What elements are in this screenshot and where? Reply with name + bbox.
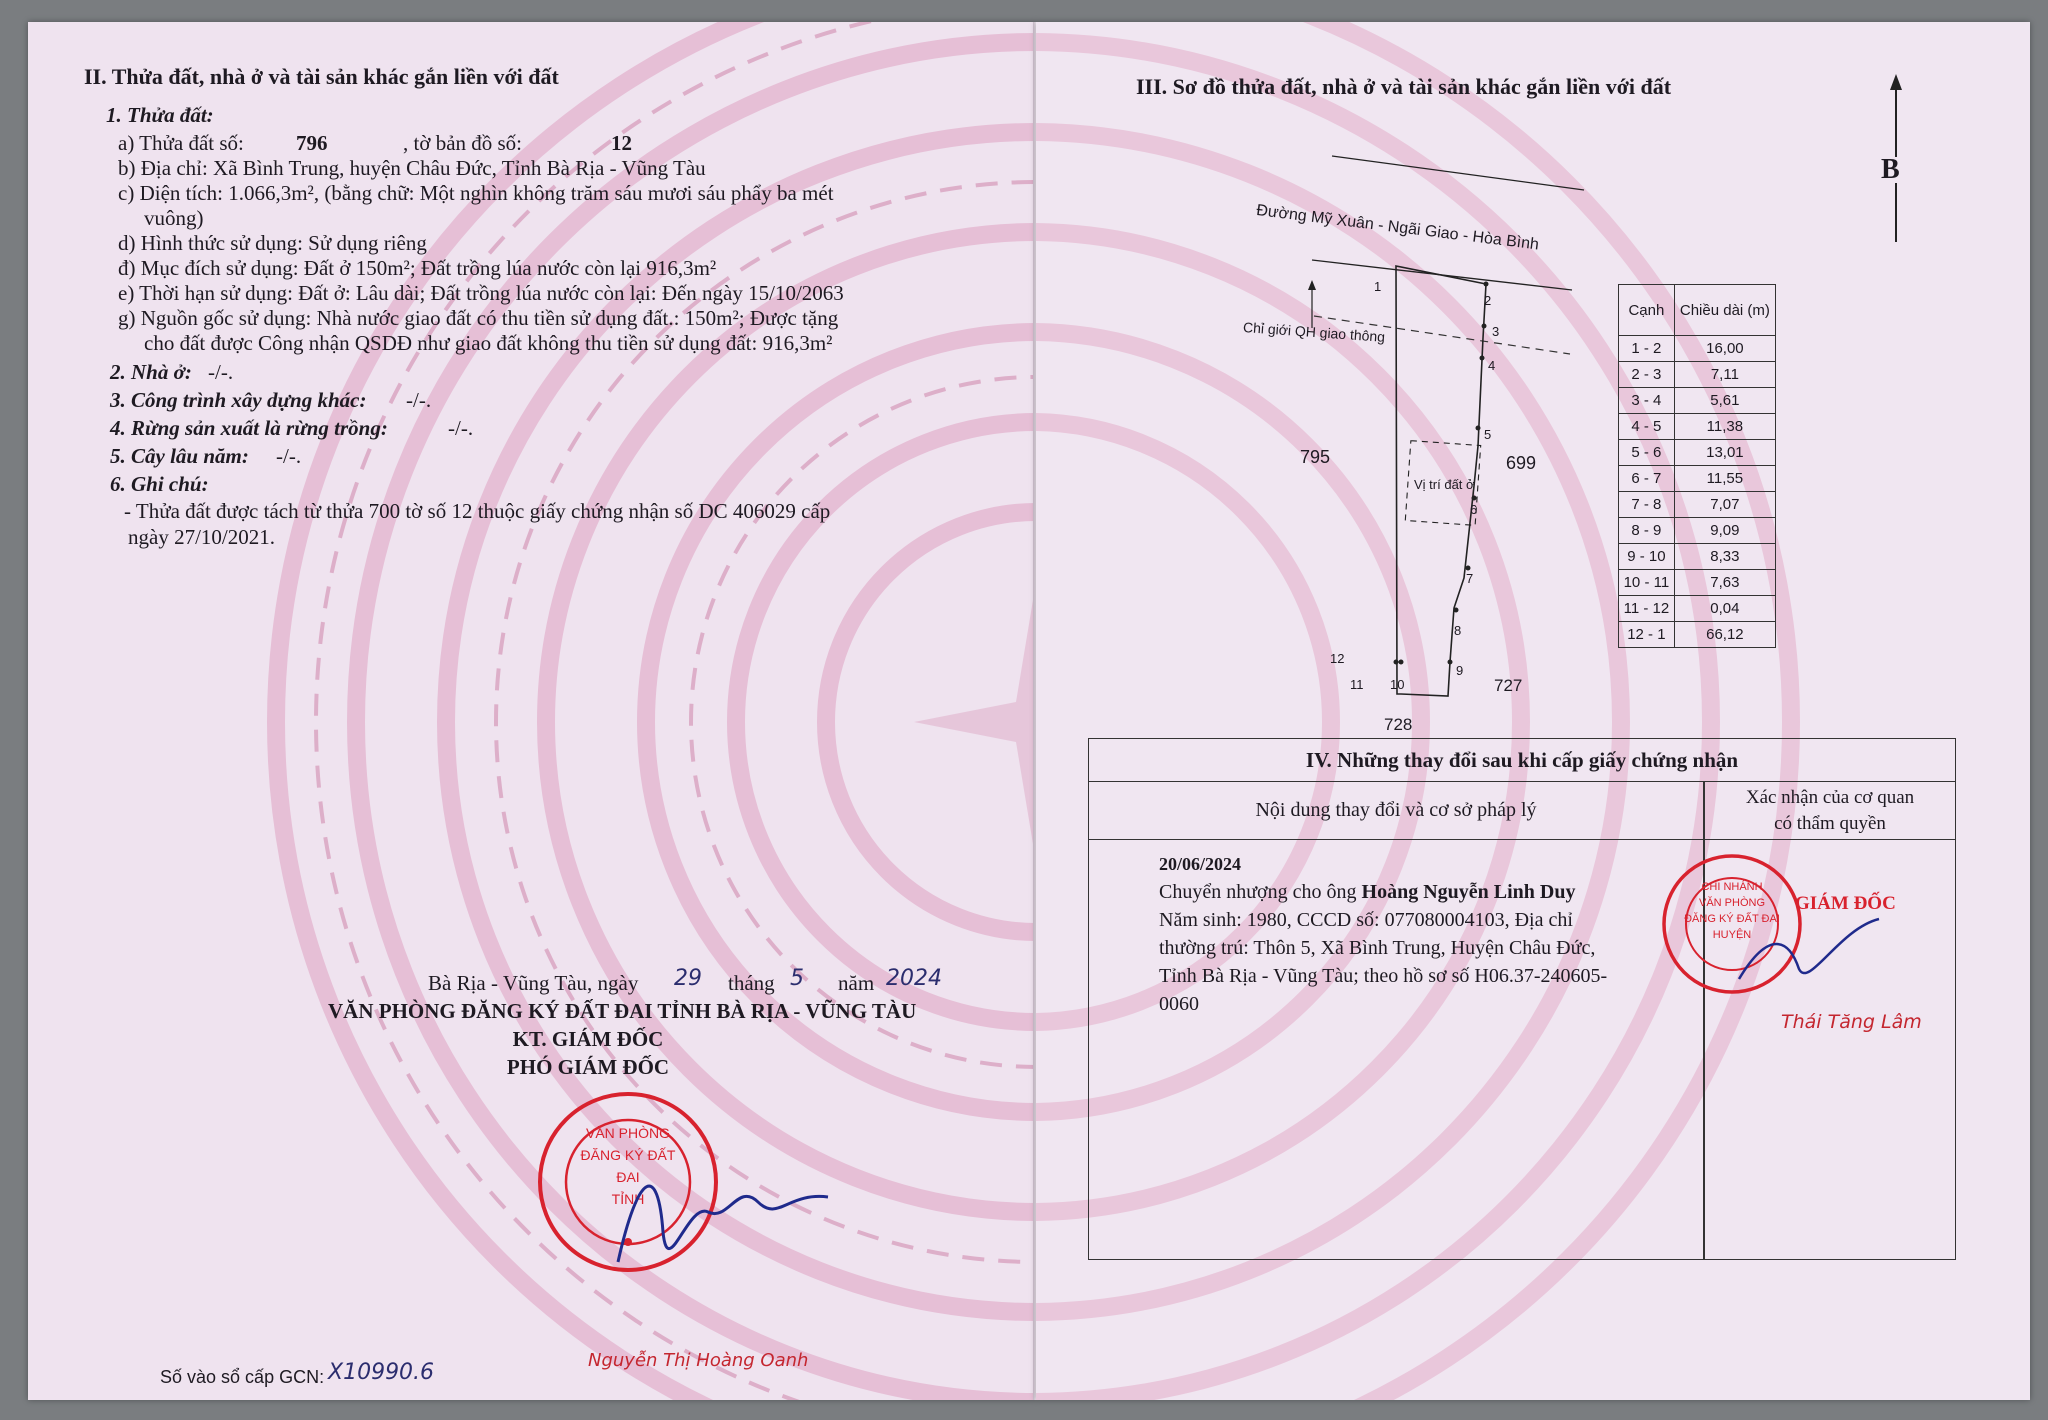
item-2-label: 2. Nhà ở: — [110, 360, 192, 384]
seal-line: CHI NHÁNH — [1701, 881, 1763, 893]
traffic-arrow-icon — [1308, 280, 1316, 290]
point-label: 1 — [1374, 279, 1382, 294]
change-line-5: 0060 — [1159, 993, 1199, 1015]
origin-line-cont: cho đất được Công nhận QSDĐ như giao đất không thu tiền sử dụng đất: 916,3m² — [144, 331, 833, 355]
edge-cell: 1 - 2 — [1619, 336, 1675, 362]
edge-cell: 3 - 4 — [1619, 388, 1675, 414]
point-label: 7 — [1466, 571, 1474, 586]
point-marker — [1399, 660, 1404, 665]
table-row — [1619, 518, 1776, 544]
item-3-label: 3. Công trình xây dựng khác: — [110, 388, 367, 412]
point-label: 3 — [1492, 324, 1500, 339]
point-label: 2 — [1484, 293, 1492, 308]
point-label: 12 — [1330, 651, 1345, 666]
change-date: 20/06/2024 — [1159, 854, 1242, 874]
item-4-value: -/-. — [448, 416, 474, 440]
place-date-prefix: Bà Rịa - Vũng Tàu, ngày — [428, 971, 639, 995]
point-label: 9 — [1456, 663, 1464, 678]
table-row — [1619, 544, 1776, 570]
seal-line: TỈNH — [611, 1191, 645, 1207]
section-2-title: II. Thửa đất, nhà ở và tài sản khác gắn liền với đất — [84, 64, 559, 89]
length-cell: 11,38 — [1674, 414, 1775, 440]
date-year-label: năm — [838, 971, 875, 995]
register-label: Số vào sổ cấp GCN: — [160, 1367, 325, 1387]
edge-cell: 6 - 7 — [1619, 466, 1675, 492]
change-line-1 — [1159, 879, 1575, 905]
north-label: B — [1881, 154, 1900, 185]
length-cell: 66,12 — [1674, 622, 1775, 648]
usage-form-line: d) Hình thức sử dụng: Sử dụng riêng — [118, 231, 427, 255]
map-sheet-number: 12 — [611, 131, 632, 155]
note-line: - Thửa đất được tách từ thửa 700 tờ số 12 thuộc giấy chứng nhận số DC 406029 cấp — [124, 499, 831, 523]
certificate-left-page — [28, 22, 1036, 1400]
parcel-number: 796 — [296, 131, 328, 155]
point-label: 10 — [1390, 677, 1405, 692]
point-marker — [1394, 660, 1399, 665]
area-line-cont: vuông) — [144, 206, 204, 230]
table-row — [1619, 596, 1776, 622]
road-name: Đường Mỹ Xuân - Ngãi Giao - Hòa Bình — [1255, 201, 1540, 254]
edge-length-table — [1618, 284, 1776, 648]
edge-cell: 11 - 12 — [1619, 596, 1675, 622]
length-cell: 9,09 — [1674, 518, 1775, 544]
point-marker — [1480, 356, 1485, 361]
edge-cell: 8 - 9 — [1619, 518, 1675, 544]
parcel-number-label: a) Thửa đất số: — [118, 131, 244, 155]
length-cell: 16,00 — [1674, 336, 1775, 362]
map-sheet-label: , tờ bản đồ số: — [403, 131, 523, 155]
item-2-value: -/-. — [208, 360, 234, 384]
change-line-2: Năm sinh: 1980, CCCD số: 077080004103, Địa chỉ — [1159, 909, 1573, 931]
branch-seal-text — [1679, 879, 1785, 943]
point-marker — [1448, 660, 1453, 665]
length-cell: 0,04 — [1674, 596, 1775, 622]
date-month-label: tháng — [728, 971, 775, 995]
usage-term-line: e) Thời hạn sử dụng: Đất ở: Lâu dài; Đất trồng lúa nước còn lại: Đến ngày 15/10/2063 — [118, 281, 844, 305]
origin-line: g) Nguồn gốc sử dụng: Nhà nước giao đất có thu tiền sử dụng đất.: 150m²; Được tặng — [118, 306, 839, 330]
length-cell: 11,55 — [1674, 466, 1775, 492]
edge-cell: 9 - 10 — [1619, 544, 1675, 570]
address-line: b) Địa chỉ: Xã Bình Trung, huyện Châu Đức, Tỉnh Bà Rịa - Vũng Tàu — [118, 156, 706, 180]
point-marker — [1484, 282, 1489, 287]
point-marker — [1482, 324, 1487, 329]
parcel-sketch — [1036, 22, 2030, 742]
approver-name: Thái Tăng Lâm — [1781, 1011, 1922, 1033]
table-row — [1619, 466, 1776, 492]
changes-col2-header-l1: Xác nhận của cơ quan — [1745, 787, 1915, 808]
changes-col1-header: Nội dung thay đổi và cơ sở pháp lý — [1255, 799, 1537, 821]
table-row — [1619, 336, 1776, 362]
date-month: 5 — [790, 966, 804, 991]
table-header-row — [1619, 285, 1776, 336]
issuing-office: VĂN PHÒNG ĐĂNG KÝ ĐẤT ĐAI TỈNH BÀ RỊA - VŨNG TÀU — [328, 999, 917, 1023]
point-label: 5 — [1484, 427, 1492, 442]
item-4-label: 4. Rừng sản xuất là rừng trồng: — [110, 416, 388, 440]
traffic-boundary-label: Chỉ giới QH giao thông — [1242, 318, 1386, 345]
point-label: 8 — [1454, 623, 1462, 638]
table-row — [1619, 492, 1776, 518]
office-seal-text — [568, 1122, 688, 1210]
kt-director: KT. GIÁM ĐỐC — [512, 1027, 664, 1051]
point-label: 11 — [1350, 677, 1364, 692]
new-owner-name: Hoàng Nguyễn Linh Duy — [1361, 881, 1576, 903]
section-3-title: III. Sơ đồ thửa đất, nhà ở và tài sản khác gắn liền với đất — [1136, 74, 1672, 99]
item-5-label: 5. Cây lâu năm: — [110, 444, 249, 468]
table-row — [1619, 622, 1776, 648]
changes-col2-header-l2: có thẩm quyền — [1774, 813, 1886, 834]
change-line-1-pre: Chuyển nhượng cho ông — [1159, 881, 1357, 903]
edge-cell: 12 - 1 — [1619, 622, 1675, 648]
column-divider — [1703, 781, 1705, 1259]
house-position-label: Vị trí đất ở — [1414, 477, 1475, 492]
edge-cell: 10 - 11 — [1619, 570, 1675, 596]
table-row — [1619, 388, 1776, 414]
point-label: 4 — [1488, 358, 1496, 373]
length-header: Chiều dài (m) — [1674, 285, 1775, 336]
change-line-4: Tỉnh Bà Rịa - Vũng Tàu; theo hồ sơ số H06.37-240605- — [1159, 965, 1608, 987]
edge-cell: 2 - 3 — [1619, 362, 1675, 388]
seal-line: VĂN PHÒNG — [585, 1125, 670, 1141]
neighbor-west: 795 — [1300, 447, 1331, 467]
point-label: 6 — [1470, 502, 1478, 517]
usage-purpose-line: đ) Mục đích sử dụng: Đất ở 150m²; Đất trồng lúa nước còn lại 916,3m² — [118, 256, 717, 280]
table-row — [1619, 570, 1776, 596]
edge-cell: 4 - 5 — [1619, 414, 1675, 440]
item-3-value: -/-. — [406, 388, 432, 412]
note-line-cont: ngày 27/10/2021. — [128, 525, 275, 549]
point-marker — [1476, 426, 1481, 431]
change-line-3: thường trú: Thôn 5, Xã Bình Trung, Huyện Châu Đức, — [1159, 937, 1596, 959]
edge-cell: 7 - 8 — [1619, 492, 1675, 518]
neighbor-south-east: 727 — [1494, 676, 1523, 695]
certificate-right-page — [1036, 22, 2030, 1400]
edge-header: Cạnh — [1619, 285, 1675, 336]
point-marker — [1454, 608, 1459, 613]
section-4-title: IV. Những thay đổi sau khi cấp giấy chứng nhận — [1305, 747, 1739, 772]
deputy-director: PHÓ GIÁM ĐỐC — [506, 1055, 670, 1079]
road-edge-line — [1332, 156, 1584, 190]
length-cell: 7,63 — [1674, 570, 1775, 596]
deputy-name: Nguyễn Thị Hoàng Oanh — [588, 1350, 809, 1371]
length-cell: 5,61 — [1674, 388, 1775, 414]
table-row — [1619, 362, 1776, 388]
date-day: 29 — [674, 966, 702, 991]
length-cell: 13,01 — [1674, 440, 1775, 466]
seal-line: VĂN PHÒNG — [1698, 897, 1765, 909]
item-6-label: 6. Ghi chú: — [110, 472, 209, 496]
item-1-label: 1. Thửa đất: — [106, 103, 214, 127]
table-row — [1619, 414, 1776, 440]
seal-line: ĐĂNG KÝ ĐẤT ĐAI — [580, 1147, 676, 1185]
seal-line: ĐĂNG KÝ ĐẤT ĐAI — [1684, 913, 1780, 925]
changes-title-row — [1089, 739, 1955, 782]
area-line: c) Diện tích: 1.066,3m², (bằng chữ: Một nghìn không trăm sáu mươi sáu phẩy ba mét — [118, 181, 834, 205]
length-cell: 8,33 — [1674, 544, 1775, 570]
item-5-value: -/-. — [276, 444, 302, 468]
seal-line: HUYỆN — [1712, 929, 1752, 941]
approver-title: GIÁM ĐỐC — [1795, 893, 1896, 914]
length-cell: 7,07 — [1674, 492, 1775, 518]
edge-cell: 5 - 6 — [1619, 440, 1675, 466]
changes-section — [1088, 738, 1956, 1260]
table-row — [1619, 440, 1776, 466]
register-number: X10990.6 — [328, 1360, 435, 1385]
date-year: 2024 — [886, 966, 942, 991]
neighbor-east: 699 — [1506, 453, 1537, 473]
length-cell: 7,11 — [1674, 362, 1775, 388]
neighbor-south: 728 — [1384, 715, 1413, 734]
